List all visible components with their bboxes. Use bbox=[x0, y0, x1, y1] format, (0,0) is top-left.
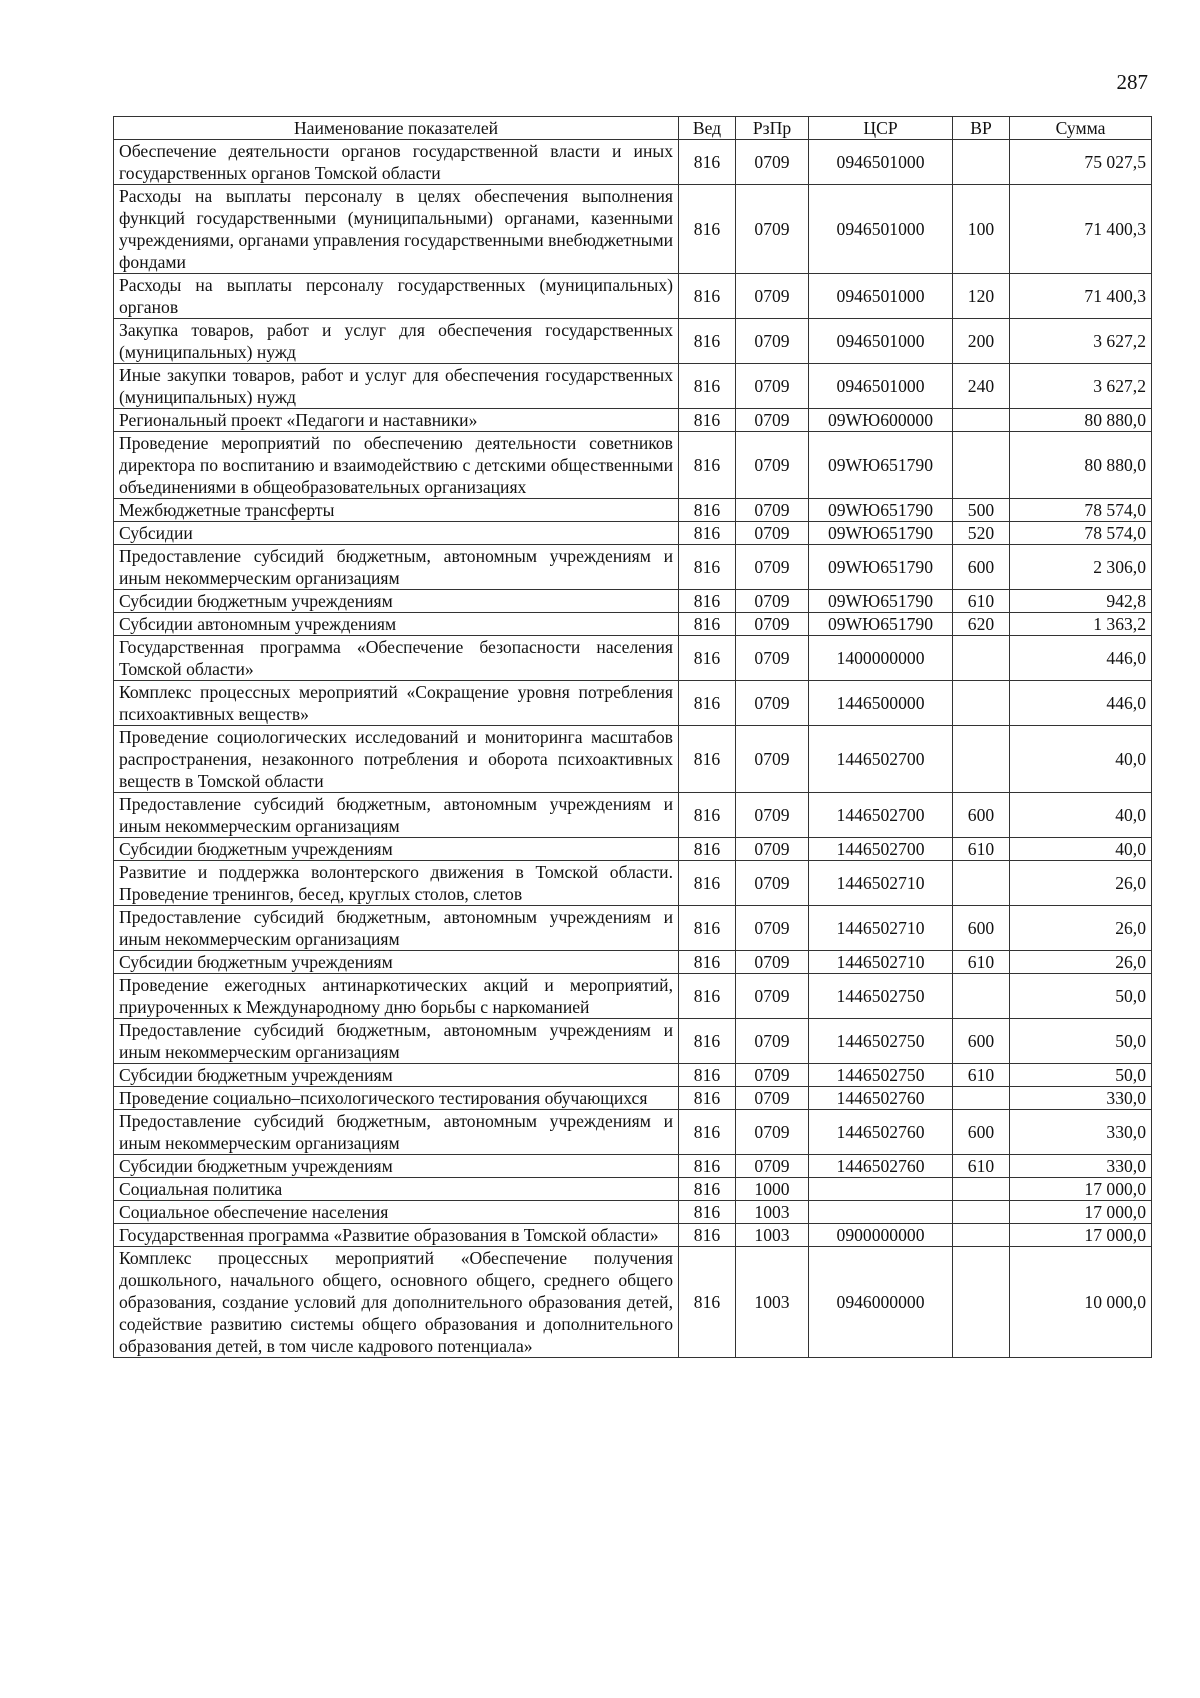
cell-rzpr: 0709 bbox=[736, 1087, 809, 1110]
cell-vr bbox=[953, 726, 1010, 793]
cell-ved: 816 bbox=[679, 974, 736, 1019]
cell-sum: 50,0 bbox=[1010, 1019, 1152, 1064]
cell-ved: 816 bbox=[679, 1064, 736, 1087]
cell-rzpr: 0709 bbox=[736, 140, 809, 185]
cell-csr: 09WЮ651790 bbox=[809, 545, 953, 590]
cell-vr: 610 bbox=[953, 838, 1010, 861]
cell-sum: 78 574,0 bbox=[1010, 522, 1152, 545]
cell-name: Комплекс процессных мероприятий «Сокращение уровня потребления психоактивных веществ» bbox=[114, 681, 679, 726]
cell-sum: 446,0 bbox=[1010, 636, 1152, 681]
cell-ved: 816 bbox=[679, 409, 736, 432]
cell-vr: 610 bbox=[953, 951, 1010, 974]
cell-ved: 816 bbox=[679, 1224, 736, 1247]
cell-vr bbox=[953, 432, 1010, 499]
cell-vr: 120 bbox=[953, 274, 1010, 319]
cell-csr: 1446502710 bbox=[809, 951, 953, 974]
cell-sum: 50,0 bbox=[1010, 974, 1152, 1019]
cell-rzpr: 1003 bbox=[736, 1247, 809, 1358]
cell-vr: 240 bbox=[953, 364, 1010, 409]
table-row bbox=[114, 974, 1152, 1019]
header-ved: Вед bbox=[679, 117, 736, 140]
table-row bbox=[114, 838, 1152, 861]
cell-rzpr: 0709 bbox=[736, 636, 809, 681]
header-rzpr: РзПр bbox=[736, 117, 809, 140]
cell-name: Субсидии автономным учреждениям bbox=[114, 613, 679, 636]
cell-sum: 80 880,0 bbox=[1010, 432, 1152, 499]
cell-ved: 816 bbox=[679, 140, 736, 185]
table-row bbox=[114, 522, 1152, 545]
cell-sum: 40,0 bbox=[1010, 838, 1152, 861]
cell-csr: 1446500000 bbox=[809, 681, 953, 726]
cell-rzpr: 0709 bbox=[736, 861, 809, 906]
table-row bbox=[114, 613, 1152, 636]
table-row bbox=[114, 274, 1152, 319]
cell-csr: 1446502700 bbox=[809, 838, 953, 861]
cell-sum: 71 400,3 bbox=[1010, 185, 1152, 274]
cell-ved: 816 bbox=[679, 1110, 736, 1155]
cell-ved: 816 bbox=[679, 522, 736, 545]
cell-vr bbox=[953, 681, 1010, 726]
cell-name: Проведение мероприятий по обеспечению деятельности советников директора по воспитанию и взаимодействию с детскими общественными объединениями в общеобразовательных организациях bbox=[114, 432, 679, 499]
cell-name: Иные закупки товаров, работ и услуг для обеспечения государственных (муниципальных) нужд bbox=[114, 364, 679, 409]
cell-vr: 500 bbox=[953, 499, 1010, 522]
table-row bbox=[114, 681, 1152, 726]
cell-csr: 09WЮ651790 bbox=[809, 613, 953, 636]
cell-ved: 816 bbox=[679, 432, 736, 499]
cell-sum: 17 000,0 bbox=[1010, 1224, 1152, 1247]
cell-csr bbox=[809, 1178, 953, 1201]
cell-vr: 200 bbox=[953, 319, 1010, 364]
cell-csr: 0946501000 bbox=[809, 274, 953, 319]
cell-ved: 816 bbox=[679, 726, 736, 793]
cell-vr: 610 bbox=[953, 1064, 1010, 1087]
cell-name: Предоставление субсидий бюджетным, автономным учреждениям и иным некоммерческим организациям bbox=[114, 793, 679, 838]
cell-name: Развитие и поддержка волонтерского движения в Томской области. Проведение тренингов, бесед, круглых столов, слетов bbox=[114, 861, 679, 906]
table-row bbox=[114, 545, 1152, 590]
cell-rzpr: 0709 bbox=[736, 185, 809, 274]
cell-vr bbox=[953, 861, 1010, 906]
cell-vr bbox=[953, 140, 1010, 185]
cell-name: Субсидии бюджетным учреждениям bbox=[114, 1155, 679, 1178]
cell-vr: 610 bbox=[953, 590, 1010, 613]
cell-ved: 816 bbox=[679, 793, 736, 838]
cell-name: Предоставление субсидий бюджетным, автономным учреждениям и иным некоммерческим организациям bbox=[114, 545, 679, 590]
cell-vr: 600 bbox=[953, 906, 1010, 951]
cell-rzpr: 0709 bbox=[736, 681, 809, 726]
cell-name: Обеспечение деятельности органов государственной власти и иных государственных органов Томской области bbox=[114, 140, 679, 185]
cell-csr: 0946501000 bbox=[809, 185, 953, 274]
cell-rzpr: 0709 bbox=[736, 590, 809, 613]
cell-name: Социальная политика bbox=[114, 1178, 679, 1201]
cell-rzpr: 0709 bbox=[736, 1155, 809, 1178]
cell-rzpr: 0709 bbox=[736, 522, 809, 545]
cell-ved: 816 bbox=[679, 1087, 736, 1110]
cell-name: Предоставление субсидий бюджетным, автономным учреждениям и иным некоммерческим организациям bbox=[114, 1019, 679, 1064]
cell-sum: 80 880,0 bbox=[1010, 409, 1152, 432]
table-row bbox=[114, 906, 1152, 951]
cell-name: Межбюджетные трансферты bbox=[114, 499, 679, 522]
cell-csr: 1400000000 bbox=[809, 636, 953, 681]
cell-sum: 40,0 bbox=[1010, 726, 1152, 793]
cell-rzpr: 0709 bbox=[736, 364, 809, 409]
cell-ved: 816 bbox=[679, 1019, 736, 1064]
cell-csr: 09WЮ600000 bbox=[809, 409, 953, 432]
cell-ved: 816 bbox=[679, 1178, 736, 1201]
cell-ved: 816 bbox=[679, 274, 736, 319]
cell-rzpr: 0709 bbox=[736, 409, 809, 432]
cell-name: Региональный проект «Педагоги и наставники» bbox=[114, 409, 679, 432]
cell-csr: 1446502750 bbox=[809, 1064, 953, 1087]
cell-csr: 1446502710 bbox=[809, 906, 953, 951]
cell-vr: 600 bbox=[953, 545, 1010, 590]
cell-vr: 600 bbox=[953, 1019, 1010, 1064]
table-row bbox=[114, 590, 1152, 613]
cell-name: Государственная программа «Развитие образования в Томской области» bbox=[114, 1224, 679, 1247]
cell-csr: 0946501000 bbox=[809, 319, 953, 364]
cell-vr bbox=[953, 1178, 1010, 1201]
cell-ved: 816 bbox=[679, 861, 736, 906]
cell-rzpr: 1000 bbox=[736, 1178, 809, 1201]
cell-sum: 2 306,0 bbox=[1010, 545, 1152, 590]
cell-name: Социальное обеспечение населения bbox=[114, 1201, 679, 1224]
cell-sum: 26,0 bbox=[1010, 951, 1152, 974]
cell-rzpr: 0709 bbox=[736, 974, 809, 1019]
cell-vr: 600 bbox=[953, 793, 1010, 838]
cell-name: Расходы на выплаты персоналу в целях обеспечения выполнения функций государственными (муниципальными) органами, казенными учреждениями, органами управления государственными внебюджетными фондами bbox=[114, 185, 679, 274]
table-row bbox=[114, 432, 1152, 499]
cell-name: Комплекс процессных мероприятий «Обеспечение получения дошкольного, начального общего, основного общего, среднего общего образования, создание условий для дополнительного образования детей, содействие развитию системы общего образования и дополнительного образования детей, в том числе кадрового потенциала» bbox=[114, 1247, 679, 1358]
cell-rzpr: 0709 bbox=[736, 951, 809, 974]
cell-name: Субсидии бюджетным учреждениям bbox=[114, 838, 679, 861]
cell-sum: 330,0 bbox=[1010, 1110, 1152, 1155]
cell-sum: 1 363,2 bbox=[1010, 613, 1152, 636]
cell-csr: 1446502700 bbox=[809, 726, 953, 793]
cell-vr bbox=[953, 1087, 1010, 1110]
cell-name: Субсидии бюджетным учреждениям bbox=[114, 1064, 679, 1087]
cell-csr: 09WЮ651790 bbox=[809, 590, 953, 613]
cell-sum: 71 400,3 bbox=[1010, 274, 1152, 319]
cell-name: Субсидии бюджетным учреждениям bbox=[114, 951, 679, 974]
cell-name: Проведение ежегодных антинаркотических акций и мероприятий, приуроченных к Международному дню борьбы с наркоманией bbox=[114, 974, 679, 1019]
cell-rzpr: 0709 bbox=[736, 499, 809, 522]
cell-rzpr: 0709 bbox=[736, 726, 809, 793]
table-row bbox=[114, 793, 1152, 838]
table-row bbox=[114, 1064, 1152, 1087]
cell-csr: 0900000000 bbox=[809, 1224, 953, 1247]
table-row bbox=[114, 636, 1152, 681]
cell-csr: 1446502750 bbox=[809, 1019, 953, 1064]
table-row bbox=[114, 1110, 1152, 1155]
cell-rzpr: 0709 bbox=[736, 1019, 809, 1064]
cell-rzpr: 0709 bbox=[736, 274, 809, 319]
cell-sum: 3 627,2 bbox=[1010, 364, 1152, 409]
cell-ved: 816 bbox=[679, 590, 736, 613]
cell-rzpr: 0709 bbox=[736, 319, 809, 364]
cell-csr: 1446502760 bbox=[809, 1087, 953, 1110]
cell-csr: 1446502700 bbox=[809, 793, 953, 838]
cell-sum: 78 574,0 bbox=[1010, 499, 1152, 522]
cell-sum: 330,0 bbox=[1010, 1087, 1152, 1110]
cell-ved: 816 bbox=[679, 681, 736, 726]
cell-rzpr: 0709 bbox=[736, 906, 809, 951]
cell-sum: 942,8 bbox=[1010, 590, 1152, 613]
cell-vr: 600 bbox=[953, 1110, 1010, 1155]
header-vr: ВР bbox=[953, 117, 1010, 140]
cell-sum: 26,0 bbox=[1010, 861, 1152, 906]
cell-ved: 816 bbox=[679, 1155, 736, 1178]
cell-name: Субсидии bbox=[114, 522, 679, 545]
cell-csr: 09WЮ651790 bbox=[809, 522, 953, 545]
header-sum: Сумма bbox=[1010, 117, 1152, 140]
table-row bbox=[114, 861, 1152, 906]
cell-csr: 1446502760 bbox=[809, 1110, 953, 1155]
cell-vr: 520 bbox=[953, 522, 1010, 545]
cell-name: Расходы на выплаты персоналу государственных (муниципальных) органов bbox=[114, 274, 679, 319]
cell-csr: 09WЮ651790 bbox=[809, 432, 953, 499]
cell-sum: 50,0 bbox=[1010, 1064, 1152, 1087]
cell-vr bbox=[953, 1247, 1010, 1358]
cell-sum: 330,0 bbox=[1010, 1155, 1152, 1178]
table-row bbox=[114, 140, 1152, 185]
cell-vr: 620 bbox=[953, 613, 1010, 636]
cell-rzpr: 0709 bbox=[736, 1064, 809, 1087]
cell-name: Проведение социально–психологического тестирования обучающихся bbox=[114, 1087, 679, 1110]
cell-ved: 816 bbox=[679, 951, 736, 974]
cell-csr: 09WЮ651790 bbox=[809, 499, 953, 522]
cell-sum: 10 000,0 bbox=[1010, 1247, 1152, 1358]
cell-rzpr: 0709 bbox=[736, 838, 809, 861]
cell-name: Проведение социологических исследований и мониторинга масштабов распространения, незаконного потребления и оборота психоактивных веществ в Томской области bbox=[114, 726, 679, 793]
table-row bbox=[114, 499, 1152, 522]
cell-vr bbox=[953, 974, 1010, 1019]
cell-ved: 816 bbox=[679, 636, 736, 681]
cell-ved: 816 bbox=[679, 319, 736, 364]
cell-vr bbox=[953, 409, 1010, 432]
table-row bbox=[114, 1178, 1152, 1201]
cell-ved: 816 bbox=[679, 906, 736, 951]
cell-rzpr: 0709 bbox=[736, 793, 809, 838]
cell-sum: 26,0 bbox=[1010, 906, 1152, 951]
cell-ved: 816 bbox=[679, 1247, 736, 1358]
cell-name: Государственная программа «Обеспечение безопасности населения Томской области» bbox=[114, 636, 679, 681]
header-csr: ЦСР bbox=[809, 117, 953, 140]
cell-csr: 0946501000 bbox=[809, 364, 953, 409]
cell-ved: 816 bbox=[679, 499, 736, 522]
table-row bbox=[114, 951, 1152, 974]
cell-rzpr: 0709 bbox=[736, 1110, 809, 1155]
header-row bbox=[114, 117, 1152, 140]
cell-sum: 75 027,5 bbox=[1010, 140, 1152, 185]
cell-csr: 0946501000 bbox=[809, 140, 953, 185]
cell-ved: 816 bbox=[679, 838, 736, 861]
table-row bbox=[114, 1087, 1152, 1110]
cell-sum: 17 000,0 bbox=[1010, 1178, 1152, 1201]
cell-csr: 1446502750 bbox=[809, 974, 953, 1019]
cell-name: Субсидии бюджетным учреждениям bbox=[114, 590, 679, 613]
cell-csr: 1446502760 bbox=[809, 1155, 953, 1178]
table-row bbox=[114, 1247, 1152, 1358]
cell-csr: 1446502710 bbox=[809, 861, 953, 906]
cell-csr bbox=[809, 1201, 953, 1224]
cell-vr bbox=[953, 1201, 1010, 1224]
page-number: 287 bbox=[1116, 70, 1148, 94]
cell-ved: 816 bbox=[679, 545, 736, 590]
table-row bbox=[114, 319, 1152, 364]
cell-name: Предоставление субсидий бюджетным, автономным учреждениям и иным некоммерческим организациям bbox=[114, 906, 679, 951]
cell-ved: 816 bbox=[679, 185, 736, 274]
table-row bbox=[114, 409, 1152, 432]
cell-sum: 446,0 bbox=[1010, 681, 1152, 726]
cell-vr bbox=[953, 636, 1010, 681]
cell-sum: 17 000,0 bbox=[1010, 1201, 1152, 1224]
cell-name: Закупка товаров, работ и услуг для обеспечения государственных (муниципальных) нужд bbox=[114, 319, 679, 364]
table-row bbox=[114, 1201, 1152, 1224]
cell-rzpr: 1003 bbox=[736, 1224, 809, 1247]
cell-sum: 3 627,2 bbox=[1010, 319, 1152, 364]
cell-csr: 0946000000 bbox=[809, 1247, 953, 1358]
cell-rzpr: 0709 bbox=[736, 613, 809, 636]
table-row bbox=[114, 726, 1152, 793]
cell-vr: 100 bbox=[953, 185, 1010, 274]
header-name: Наименование показателей bbox=[114, 117, 679, 140]
cell-ved: 816 bbox=[679, 364, 736, 409]
cell-vr: 610 bbox=[953, 1155, 1010, 1178]
table-row bbox=[114, 1019, 1152, 1064]
cell-ved: 816 bbox=[679, 613, 736, 636]
cell-name: Предоставление субсидий бюджетным, автономным учреждениям и иным некоммерческим организациям bbox=[114, 1110, 679, 1155]
table-row bbox=[114, 1224, 1152, 1247]
cell-rzpr: 0709 bbox=[736, 432, 809, 499]
cell-sum: 40,0 bbox=[1010, 793, 1152, 838]
table-body bbox=[114, 140, 1152, 1358]
table-row bbox=[114, 185, 1152, 274]
cell-vr bbox=[953, 1224, 1010, 1247]
cell-rzpr: 1003 bbox=[736, 1201, 809, 1224]
table-row bbox=[114, 364, 1152, 409]
table-row bbox=[114, 1155, 1152, 1178]
budget-table bbox=[113, 116, 1152, 1358]
cell-rzpr: 0709 bbox=[736, 545, 809, 590]
cell-ved: 816 bbox=[679, 1201, 736, 1224]
